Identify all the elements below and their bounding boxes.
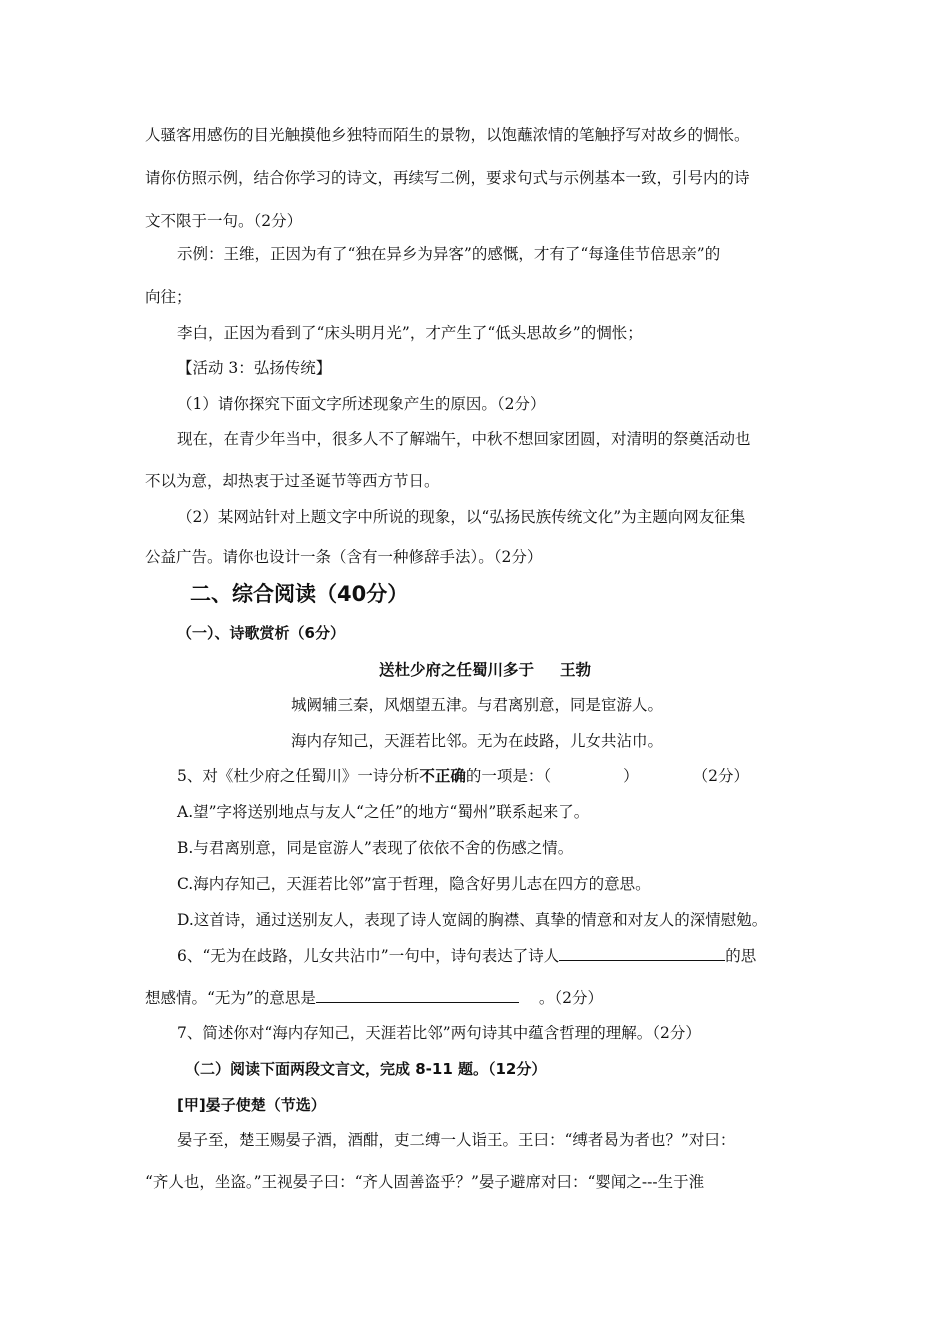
answer-blank[interactable] [316, 986, 519, 1003]
text-line: 文不限于一句。（2分） [145, 212, 303, 230]
poem-author: 王勃 [560, 661, 592, 679]
q5-score: （2分） [692, 767, 750, 785]
question-text: （2）某网站针对上题文字中所说的现象，以“弘扬民族传统文化”为主题向网友征集 [177, 508, 746, 526]
poem-title-text: 送杜少府之任蜀川多于 [379, 661, 535, 679]
q6-text: 。（2分） [538, 989, 603, 1007]
question-7: 7、简述你对“海内存知己，天涯若比邻”两句诗其中蕴含哲理的理解。（2分） [177, 1024, 701, 1042]
answer-blank[interactable] [559, 944, 725, 961]
question-5 [177, 765, 749, 787]
question-text: 公益广告。请你也设计一条（含有一种修辞手法）。（2分） [145, 548, 543, 566]
question-6-cont [145, 986, 603, 1009]
q5-text: 的一项是：（ [465, 767, 552, 785]
text-line: 向往； [145, 288, 192, 306]
passage-title: [甲]晏子使楚（节选） [177, 1096, 326, 1114]
passage-text: 晏子至，楚王赐晏子酒，酒酣，吏二缚一人诣王。王曰：“缚者曷为者也？”对曰： [177, 1131, 736, 1149]
text-line: 现在，在青少年当中，很多人不了解端午，中秋不想回家团圆，对清明的祭奠活动也 [177, 430, 751, 448]
option-c: C.海内存知己，天涯若比邻”富于哲理，隐含好男儿志在四方的意思。 [177, 875, 651, 893]
text-line: 李白，正因为看到了“床头明月光”，才产生了“低头思故乡”的惆怅； [177, 324, 643, 342]
option-d: D.这首诗，通过送别友人，表现了诗人宽阔的胸襟、真挚的情意和对友人的深情慰勉。 [177, 911, 768, 929]
q6-text: 的思 [725, 947, 757, 965]
subsection-heading: （一）、诗歌赏析（6分） [177, 624, 345, 642]
poem-title [379, 659, 591, 681]
q5-text: ） [623, 767, 639, 785]
option-b: B.与君离别意，同是宦游人”表现了依依不舍的伤感之情。 [177, 839, 574, 857]
q6-text: 6、“无为在歧路，儿女共沾巾”一句中，诗句表达了诗人 [177, 947, 560, 965]
question-6 [177, 944, 756, 967]
question-text: （1）请你探究下面文字所述现象产生的原因。（2分） [177, 395, 546, 413]
activity-heading: 【活动 3：弘扬传统】 [177, 359, 332, 377]
poem-line: 城阙辅三秦，风烟望五津。与君离别意，同是宦游人。 [291, 696, 664, 714]
poem-line: 海内存知己，天涯若比邻。无为在歧路，儿女共沾巾。 [291, 732, 664, 750]
text-line: 示例：王维，正因为有了“独在异乡为异客”的感慨，才有了“每逢佳节倍思亲”的 [177, 245, 721, 263]
text-line: 请你仿照示例，结合你学习的诗文，再续写二例，要求句式与示例基本一致，引号内的诗 [145, 169, 750, 187]
subsection-heading: （二）阅读下面两段文言文，完成 8-11 题。（12分） [185, 1060, 547, 1078]
q5-emphasis: 不正确 [419, 767, 466, 785]
q5-text: 5、对《杜少府之任蜀川》一诗分析 [177, 767, 420, 785]
section-heading: 二、综合阅读（40分） [190, 582, 409, 606]
text-line: 不以为意，却热衷于过圣诞节等西方节日。 [145, 472, 440, 490]
text-line: 人骚客用感伤的目光触摸他乡独特而陌生的景物，以饱蘸浓情的笔触抒写对故乡的惆怅。 [145, 126, 750, 144]
passage-text: “齐人也，坐盗。”王视晏子曰：“齐人固善盗乎？”晏子避席对曰：“婴闻之---生于淮 [145, 1173, 705, 1191]
q6-text: 想感情。“无为”的意思是 [145, 989, 316, 1007]
option-a: A.望”字将送别地点与友人“之任”的地方“蜀州”联系起来了。 [177, 803, 590, 821]
